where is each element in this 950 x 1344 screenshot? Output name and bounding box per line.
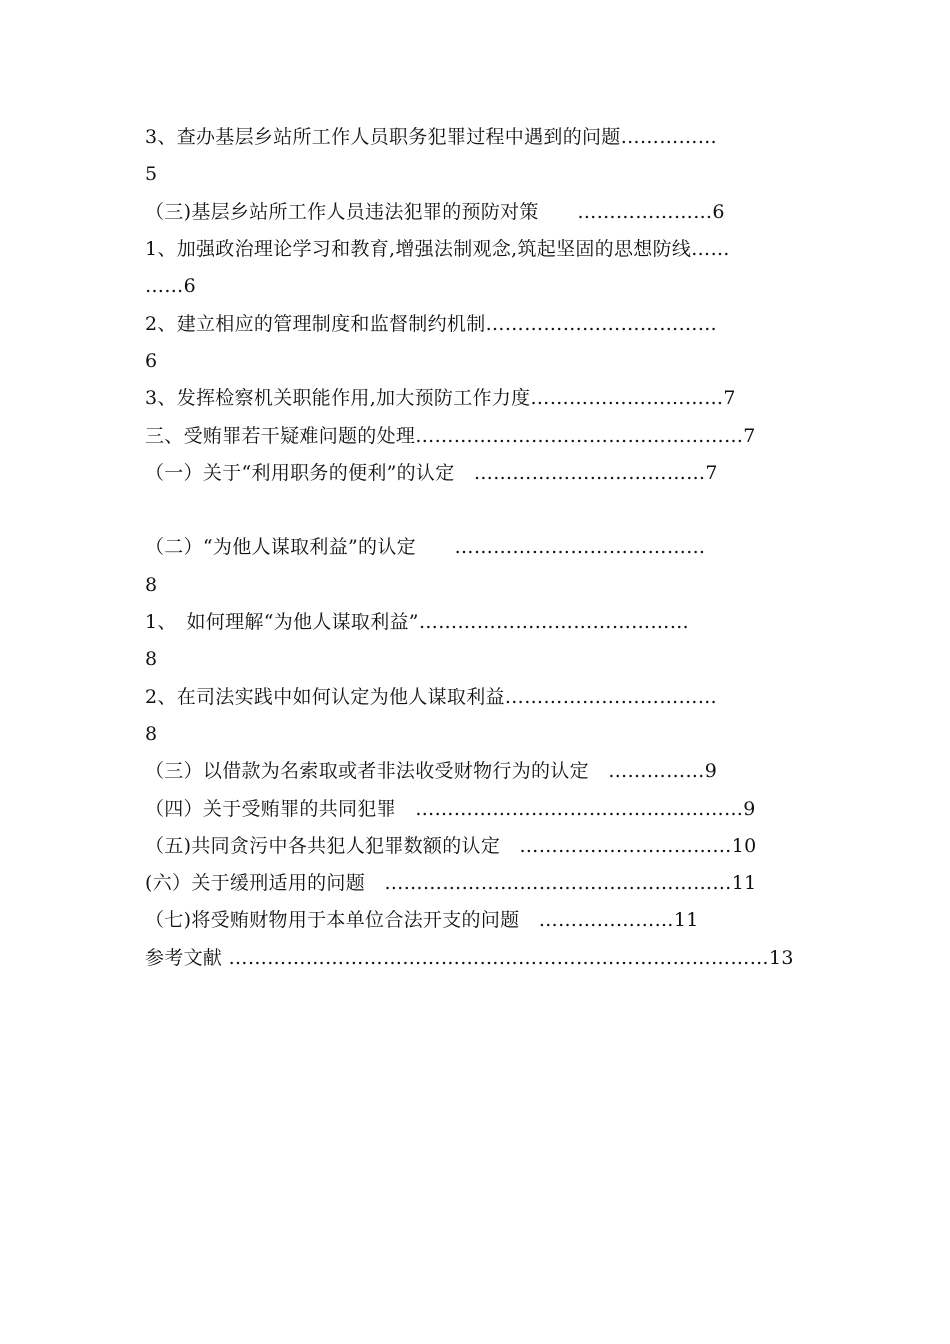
toc-line: 1、加强政治理论学习和教育,增强法制观念,筑起坚固的思想防线…… xyxy=(145,238,730,260)
toc-line: ……6 xyxy=(145,275,196,297)
toc-line: 5 xyxy=(145,163,158,185)
toc-line: （一）关于“利用职务的便利”的认定 ………………………………7 xyxy=(145,462,718,484)
toc-line: （四）关于受贿罪的共同犯罪 ……………………………………………9 xyxy=(145,798,756,820)
toc-line: 3、查办基层乡站所工作人员职务犯罪过程中遇到的问题…………… xyxy=(145,126,718,148)
toc-line: （五)共同贪污中各共犯人犯罪数额的认定 ……………………………10 xyxy=(145,835,757,857)
toc-line: 6 xyxy=(145,350,158,372)
toc-line: 1、 如何理解“为他人谋取利益”…………………………………… xyxy=(145,611,690,633)
toc-line: 2、建立相应的管理制度和监督制约机制……………………………… xyxy=(145,313,718,335)
toc-line: （七)将受贿财物用于本单位合法开支的问题 …………………11 xyxy=(145,909,699,931)
toc-line: 三、受贿罪若干疑难问题的处理……………………………………………7 xyxy=(145,425,756,447)
toc-line: 3、发挥检察机关职能作用,加大预防工作力度…………………………7 xyxy=(145,387,736,409)
toc-line: （三）以借款为名索取或者非法收受财物行为的认定 ……………9 xyxy=(145,760,718,782)
toc-line: 8 xyxy=(145,723,158,745)
toc-line: 8 xyxy=(145,648,158,670)
toc-line: （二）“为他人谋取利益”的认定 ………………………………… xyxy=(145,536,706,558)
toc-line: 8 xyxy=(145,574,158,596)
toc-line: 2、在司法实践中如何认定为他人谋取利益…………………………… xyxy=(145,686,718,708)
toc-line: （三)基层乡站所工作人员违法犯罪的预防对策 …………………6 xyxy=(145,201,725,223)
toc-line: (六）关于缓刑适用的问题 ………………………………………………11 xyxy=(145,872,757,894)
toc-line: 参考文献 …………………………………………………………………………13 xyxy=(145,947,794,969)
